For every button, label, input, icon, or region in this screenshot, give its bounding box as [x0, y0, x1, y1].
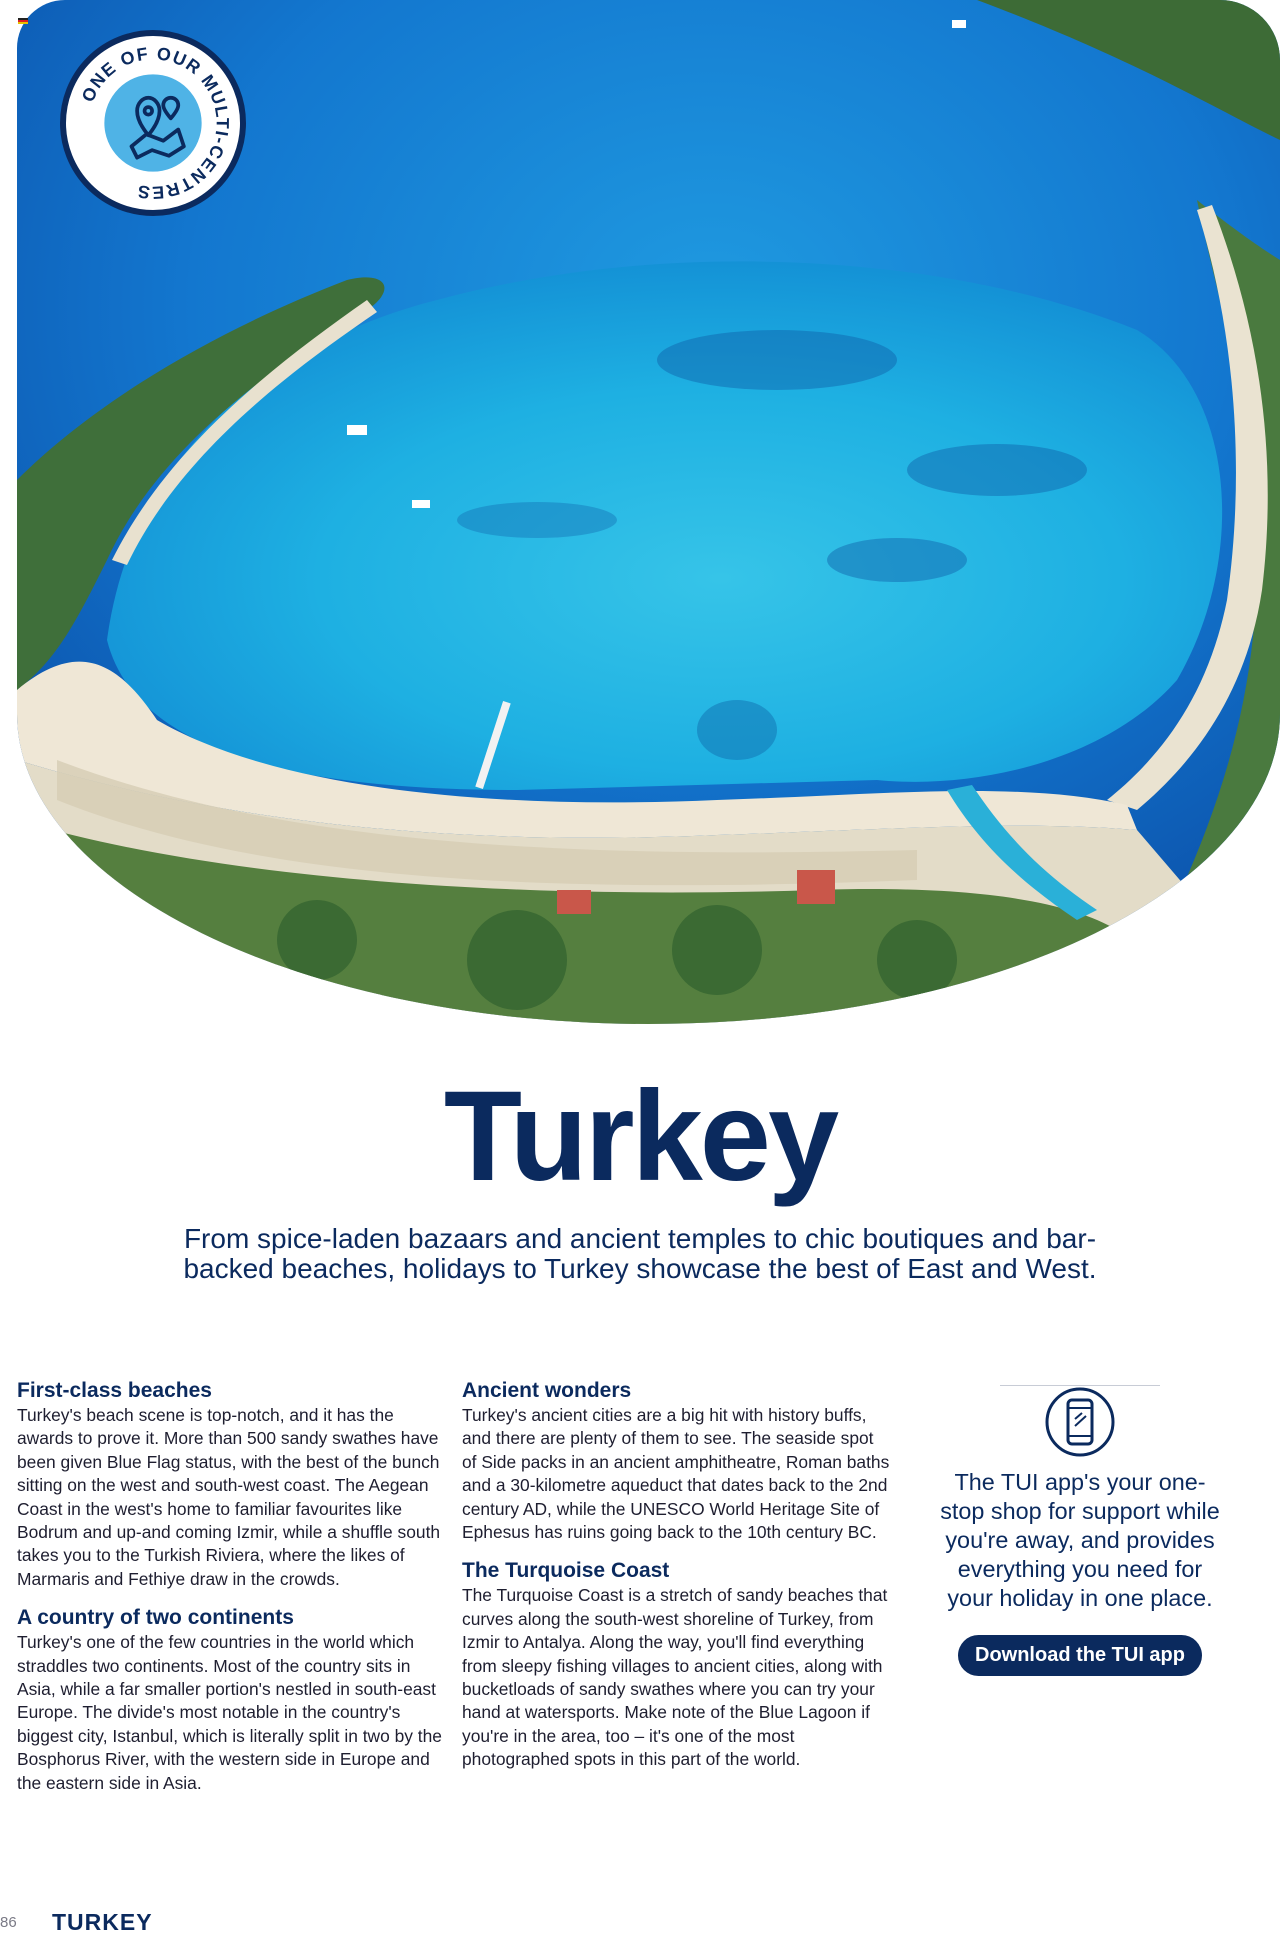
column-middle	[462, 1378, 892, 1786]
badge-graphic	[66, 36, 240, 210]
badge-text: ONE OF OUR MULTI-CENTRES	[77, 43, 233, 203]
flag-mark-icon	[18, 18, 28, 24]
page-number: 86	[0, 1914, 17, 1931]
app-promo-text: The TUI app's your one-stop shop for support while you're away, and provides everything you need for your holiday in one place.	[940, 1469, 1220, 1611]
intro-text: From spice-laden bazaars and ancient temples to chic boutiques and bar-backed beaches, holidays to Turkey showcase the best of East and West.	[183, 1223, 1097, 1284]
wonders-body: Turkey's ancient cities are a big hit with history buffs, and there are plenty of them to see. The seaside spot of Side packs in an ancient amphitheatre, Roman baths and a 30-kilometre aqueduct that dates back to the 2nd century AD, while the UNESCO World Heritage Site of Ephesus has ruins going back to the 10th century BC.	[462, 1405, 890, 1543]
beaches-body: Turkey's beach scene is top-notch, and it has the awards to prove it. More than 500 sandy swathes have been given Blue Flag status, with the best of the bunch sitting on the west and south-west coast. The Aegean Coast in the west's home to familiar favourites like Bodrum and up-and coming Izmir, while a shuffle south takes you to the Turkish Riviera, where the likes of Marmaris and Fethiye draw in the crowds.	[17, 1405, 441, 1589]
page-title: Turkey	[443, 1065, 837, 1208]
wonders-heading: Ancient wonders	[462, 1379, 632, 1402]
column-left	[17, 1378, 447, 1809]
continents-body: Turkey's one of the few countries in the world which straddles two continents. Most of the country sits in Asia, while a far smaller portion's nestled in south-east Europe. The divide's most notable in the country's biggest city, Istanbul, which is literally split in two by the Bosphorus River, with the western side in Europe and the eastern side in Asia.	[17, 1632, 442, 1793]
turquoise-heading: The Turquoise Coast	[462, 1559, 670, 1583]
download-app-button[interactable]: Download the TUI app	[958, 1635, 1202, 1676]
turquoise-body: The Turquoise Coast is a stretch of sandy beaches that curves along the south-west shoreline of Turkey, from Izmir to Antalya. Along the way, you'll find everything from sleepy fishing villages to ancient cities, along with bucketloads of sandy swathes where you can try your hand at watersports. Make note of the Blue Lagoon if you're in the area, too – it's one of the most photographed spots in this part of the world.	[462, 1585, 888, 1770]
multi-centres-badge	[60, 30, 246, 216]
beaches-heading: First-class beaches	[17, 1379, 212, 1402]
continents-heading: A country of two continents	[17, 1606, 294, 1630]
footer-section-label: TURKEY	[52, 1909, 153, 1935]
app-promo	[940, 1385, 1220, 1676]
phone-icon	[1044, 1386, 1116, 1458]
